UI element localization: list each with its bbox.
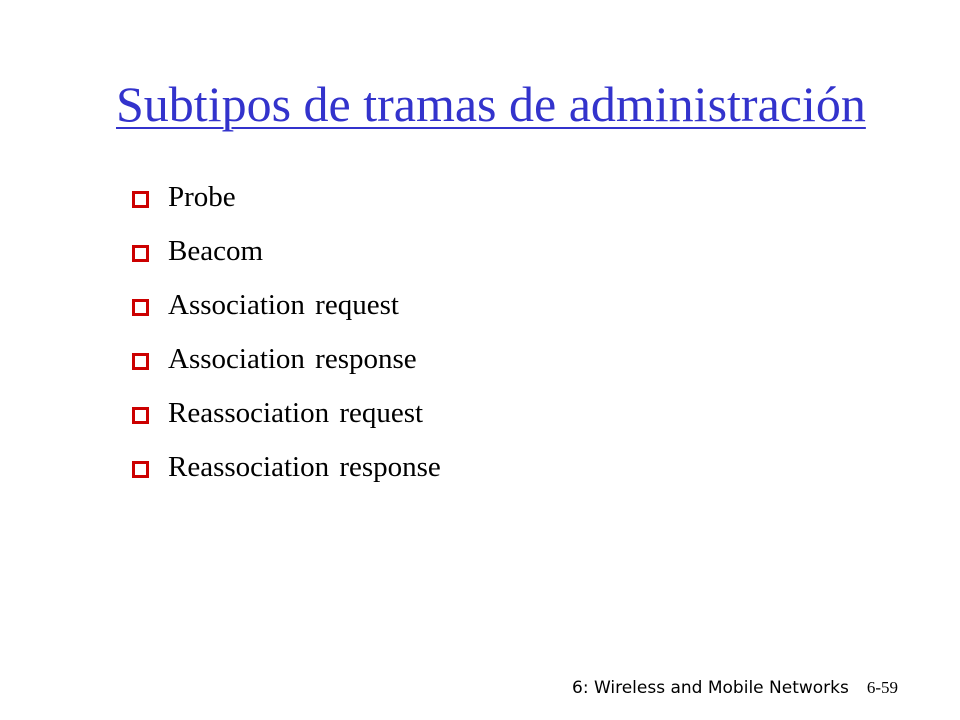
slide-title: Subtipos de tramas de administración bbox=[116, 76, 866, 132]
footer-course-name: 6: Wireless and Mobile Networks bbox=[572, 678, 849, 698]
square-bullet-icon bbox=[132, 299, 149, 316]
bullet-item bbox=[132, 386, 441, 440]
square-bullet-icon bbox=[132, 407, 149, 424]
slide-footer bbox=[572, 678, 898, 698]
bullet-item bbox=[132, 440, 441, 494]
bullet-text: Probe bbox=[168, 180, 236, 213]
square-bullet-icon bbox=[132, 245, 149, 262]
bullet-item bbox=[132, 332, 441, 386]
bullet-text: Association request bbox=[168, 288, 399, 321]
bullet-item bbox=[132, 170, 441, 224]
bullet-text: Reassociation request bbox=[168, 396, 424, 429]
square-bullet-icon bbox=[132, 353, 149, 370]
bullet-text: Beacom bbox=[168, 234, 264, 267]
bullet-list bbox=[132, 170, 441, 494]
bullet-text: Reassociation response bbox=[168, 450, 441, 483]
square-bullet-icon bbox=[132, 461, 149, 478]
bullet-text: Association response bbox=[168, 342, 417, 375]
square-bullet-icon bbox=[132, 191, 149, 208]
bullet-item bbox=[132, 278, 441, 332]
page-number: 6-59 bbox=[866, 678, 899, 697]
bullet-item bbox=[132, 224, 441, 278]
